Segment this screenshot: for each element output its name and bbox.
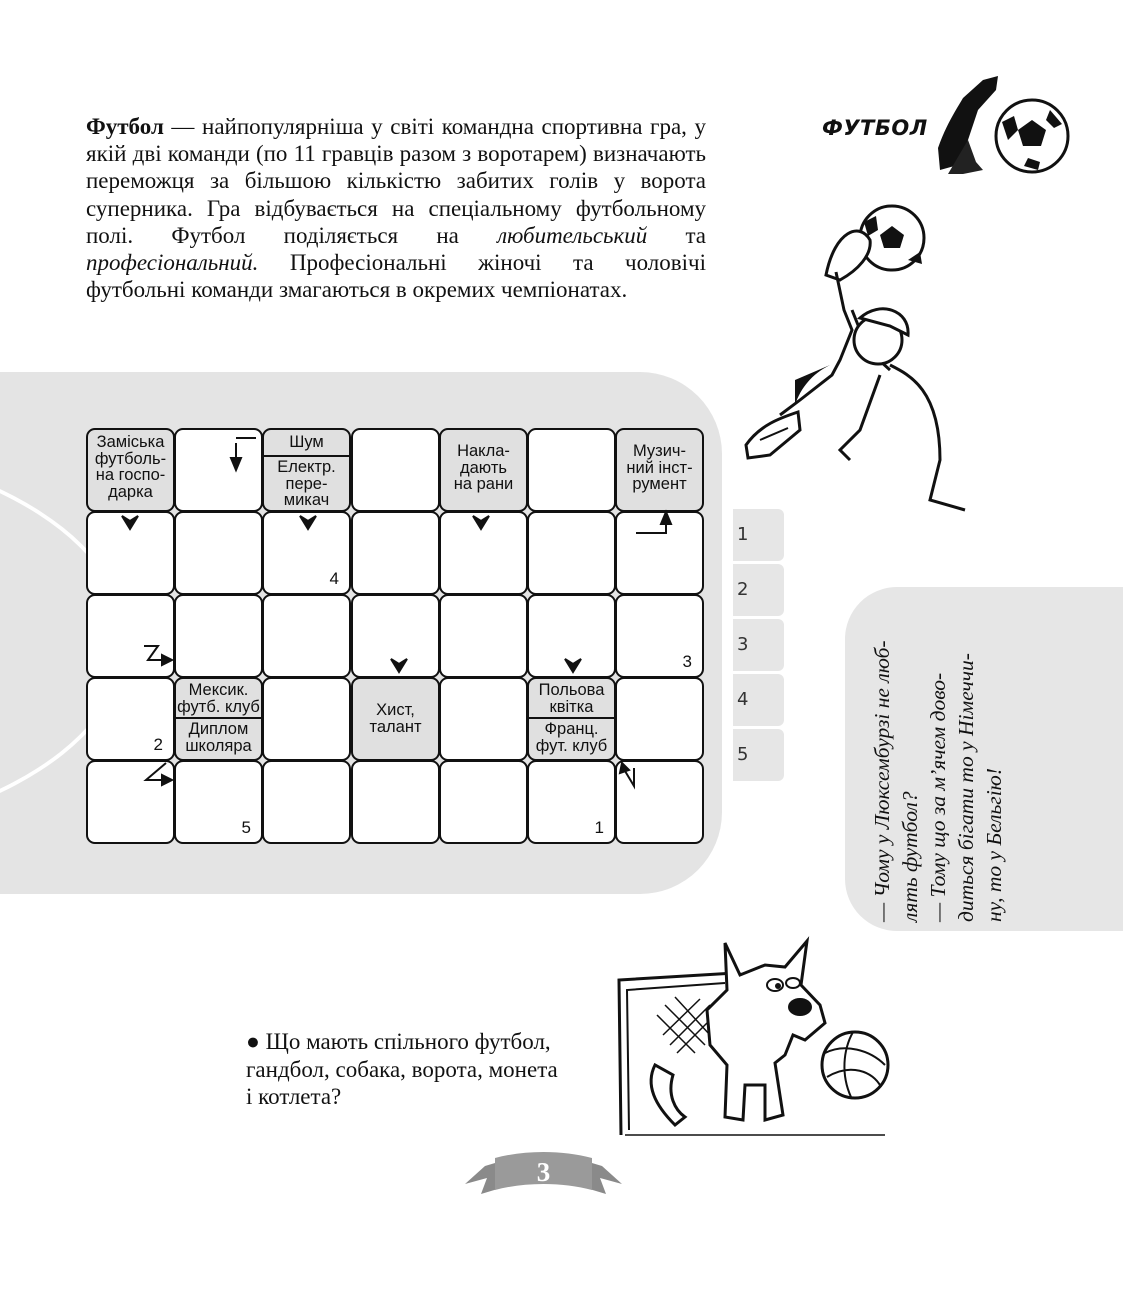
intro-text-2: Професіональні жіночі та чоловічі футбольні команди змагаються в окремих чемпіонатах.	[86, 250, 706, 303]
answer-cell-5-5[interactable]	[439, 760, 528, 844]
joke-line-2: лять футбол?	[898, 791, 922, 922]
clue-cell-1-1	[86, 428, 175, 512]
answer-cell-4-5[interactable]	[439, 677, 528, 761]
joke-line-3: — Тому що за м’ячем дово-	[926, 672, 950, 922]
clue-bandage: Накла- дають на рани	[453, 442, 514, 493]
clue-french-club: Франц. фут. клуб	[535, 720, 608, 755]
word-number: 5	[241, 818, 251, 837]
clue-cell-1-5	[439, 428, 528, 512]
dog-goal-illustration	[615, 935, 895, 1145]
crossword-grid	[86, 428, 706, 844]
word-number: 1	[594, 818, 604, 837]
joke-line-1: — Чому у Люксембурзі не люб-	[870, 640, 894, 922]
clue-field-flower: Польова квітка	[538, 681, 605, 716]
intro-text-1: — найпопулярніша у світі командна спортивна гра, у якій дві команди (по 11 гравців разом з воротарем) визначають переможця за більшою кількістю забитих голів у ворота суперника. Гра відбувається на спеціальному футбольному полі. Футбол поділяється на	[86, 114, 706, 248]
answer-cell-3-6[interactable]	[527, 594, 616, 678]
section-title: ФУТБОЛ	[822, 116, 928, 140]
answer-cell-3-7[interactable]	[615, 594, 704, 678]
clue-cell-4-6	[527, 677, 616, 761]
answer-cell-2-4[interactable]	[351, 511, 440, 595]
answer-cell-2-7[interactable]	[615, 511, 704, 595]
word-number: 4	[329, 569, 339, 588]
answer-tab-5[interactable]: 5	[733, 729, 784, 781]
clue-cell-1-3	[262, 428, 351, 512]
clue-instrument: Музич- ний інст- румент	[626, 442, 693, 493]
intro-term: Футбол	[86, 114, 164, 139]
kicking-boy-illustration	[740, 200, 970, 515]
answer-cell-3-4[interactable]	[351, 594, 440, 678]
riddle	[246, 1028, 561, 1111]
intro-professional: професіональний.	[86, 250, 259, 276]
clue-cell-4-2	[174, 677, 263, 761]
intro-and: та	[647, 222, 706, 248]
answer-cell-4-3[interactable]	[262, 677, 351, 761]
answer-cell-2-5[interactable]	[439, 511, 528, 595]
answer-cell-3-5[interactable]	[439, 594, 528, 678]
boot-and-ball-icon	[928, 70, 1073, 185]
clue-school-diploma: Диплом школяра	[185, 720, 252, 755]
clue-noise: Шум	[289, 433, 324, 451]
riddle-text: Що мають спільного футбол, гандбол, собака, ворота, монета і котлета?	[246, 1029, 558, 1109]
answer-cell-5-7[interactable]	[615, 760, 704, 844]
answer-cell-5-1[interactable]	[86, 760, 175, 844]
answer-cell-5-3[interactable]	[262, 760, 351, 844]
answer-tab-4[interactable]: 4	[733, 674, 784, 726]
answer-cell-2-6[interactable]	[527, 511, 616, 595]
answer-cell-2-1[interactable]	[86, 511, 175, 595]
clue-divider	[264, 455, 349, 457]
answer-cell-3-2[interactable]	[174, 594, 263, 678]
answer-cell-5-2[interactable]	[174, 760, 263, 844]
answer-cell-1-2[interactable]	[174, 428, 263, 512]
answer-tab-2[interactable]: 2	[733, 564, 784, 616]
clue-cell-1-7	[615, 428, 704, 512]
clue-divider	[529, 717, 614, 719]
clue-mexican-club: Мексик. футб. клуб	[177, 681, 260, 716]
clue-talent: Хист, талант	[369, 701, 422, 736]
answer-cell-2-3[interactable]	[262, 511, 351, 595]
clue-country-estate: Заміська футболь- на госпо- дарка	[94, 433, 167, 501]
intro-paragraph	[86, 113, 706, 303]
word-number: 2	[153, 735, 163, 754]
answer-cell-5-4[interactable]	[351, 760, 440, 844]
intro-amateur: любительський	[497, 222, 648, 248]
answer-cell-1-6[interactable]	[527, 428, 616, 512]
joke-text	[868, 612, 1006, 922]
answer-cell-2-2[interactable]	[174, 511, 263, 595]
page-number: 3	[536, 1157, 551, 1187]
answer-cell-3-3[interactable]	[262, 594, 351, 678]
clue-divider	[176, 717, 261, 719]
bullet-icon: ●	[246, 1029, 260, 1054]
joke-line-5: ну, то у Бельгію!	[982, 768, 1006, 922]
joke-line-4: диться бігати то у Німеччи-	[954, 653, 978, 922]
clue-electric-switch: Електр. пере- микач	[277, 458, 336, 509]
clue-cell-4-4	[351, 677, 440, 761]
answer-cell-1-4[interactable]	[351, 428, 440, 512]
answer-tab-1[interactable]: 1	[733, 509, 784, 561]
answer-cell-3-1[interactable]	[86, 594, 175, 678]
answer-cell-4-1[interactable]	[86, 677, 175, 761]
word-number: 3	[682, 652, 692, 671]
answer-tab-3[interactable]: 3	[733, 619, 784, 671]
answer-cell-5-6[interactable]	[527, 760, 616, 844]
answer-cell-4-7[interactable]	[615, 677, 704, 761]
